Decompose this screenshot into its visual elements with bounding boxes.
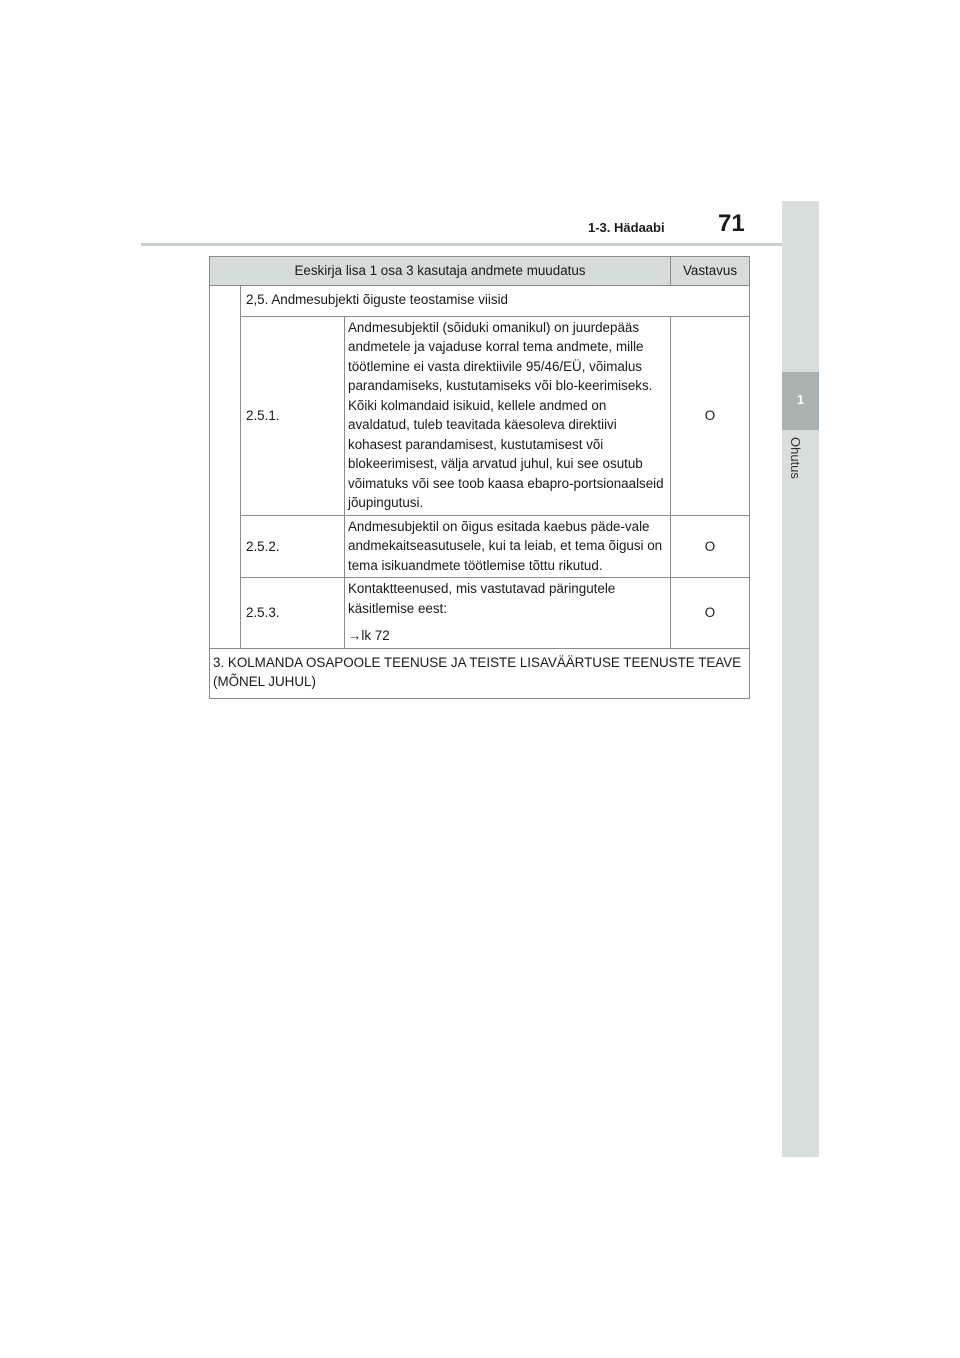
page-reference: [348, 626, 666, 646]
group-title: 2,5. Andmesubjekti õiguste teostamise viisid: [241, 286, 750, 317]
table-row: [210, 515, 750, 578]
footer-row: [210, 648, 750, 698]
row-text: Kontaktteenused, mis vastutavad päringutele käsitlemise eest:: [348, 581, 616, 616]
chapter-side-tab: [782, 201, 819, 1157]
row-text-cell: [345, 578, 671, 649]
page-number: 71: [718, 210, 745, 237]
compliance-table: [209, 256, 750, 699]
row-status: O: [671, 578, 750, 649]
chapter-number: 1: [796, 392, 805, 407]
section-title: 1-3. Hädaabi: [588, 220, 665, 235]
row-number: 2.5.2.: [241, 515, 345, 578]
arrow-right-icon: →: [348, 628, 362, 643]
row-status: O: [671, 515, 750, 578]
table-header-row: [210, 257, 750, 286]
table-row: [210, 316, 750, 515]
row-number: 2.5.1.: [241, 316, 345, 515]
indent-cell: [210, 286, 241, 649]
page-reference-text: lk 72: [361, 628, 390, 643]
row-number: 2.5.3.: [241, 578, 345, 649]
header-cell-regulation: Eeskirja lisa 1 osa 3 kasutaja andmete muudatus: [210, 257, 671, 286]
row-text: Andmesubjektil (sõiduki omanikul) on juurdepääs andmetele ja vajaduse korral tema andmete, mille töötlemine ei vasta direktiivile 95/46/EÜ, võimalus parandamiseks, kustutamiseks või blo-keerimiseks. Kõiki kolmandaid isikuid, kellele andmed on avaldatud, tuleb teavitada käesoleva direktiivi kohasest parandamisest, kustutamisest või blokeerimisest, välja arvatud juhul, kui see osutub võimatuks või see toob kaasa ebapro-portsionaalseid jõupingutusi.: [345, 316, 671, 515]
row-text: Andmesubjektil on õigus esitada kaebus päde-vale andmekaitseasutusele, kui ta leiab, et tema õigusi on tema isikuandmete töötlemise tõttu rikutud.: [345, 515, 671, 578]
header-cell-compliance: Vastavus: [671, 257, 750, 286]
chapter-label-text: Ohutus: [788, 437, 803, 479]
table-row: [210, 578, 750, 649]
chapter-label: [788, 437, 812, 497]
group-title-row: [210, 286, 750, 317]
footer-text: 3. KOLMANDA OSAPOOLE TEENUSE JA TEISTE LISAVÄÄRTUSE TEENUSTE TEAVE (MÕNEL JUHUL): [210, 648, 750, 698]
header-divider: [141, 243, 782, 246]
row-status: O: [671, 316, 750, 515]
